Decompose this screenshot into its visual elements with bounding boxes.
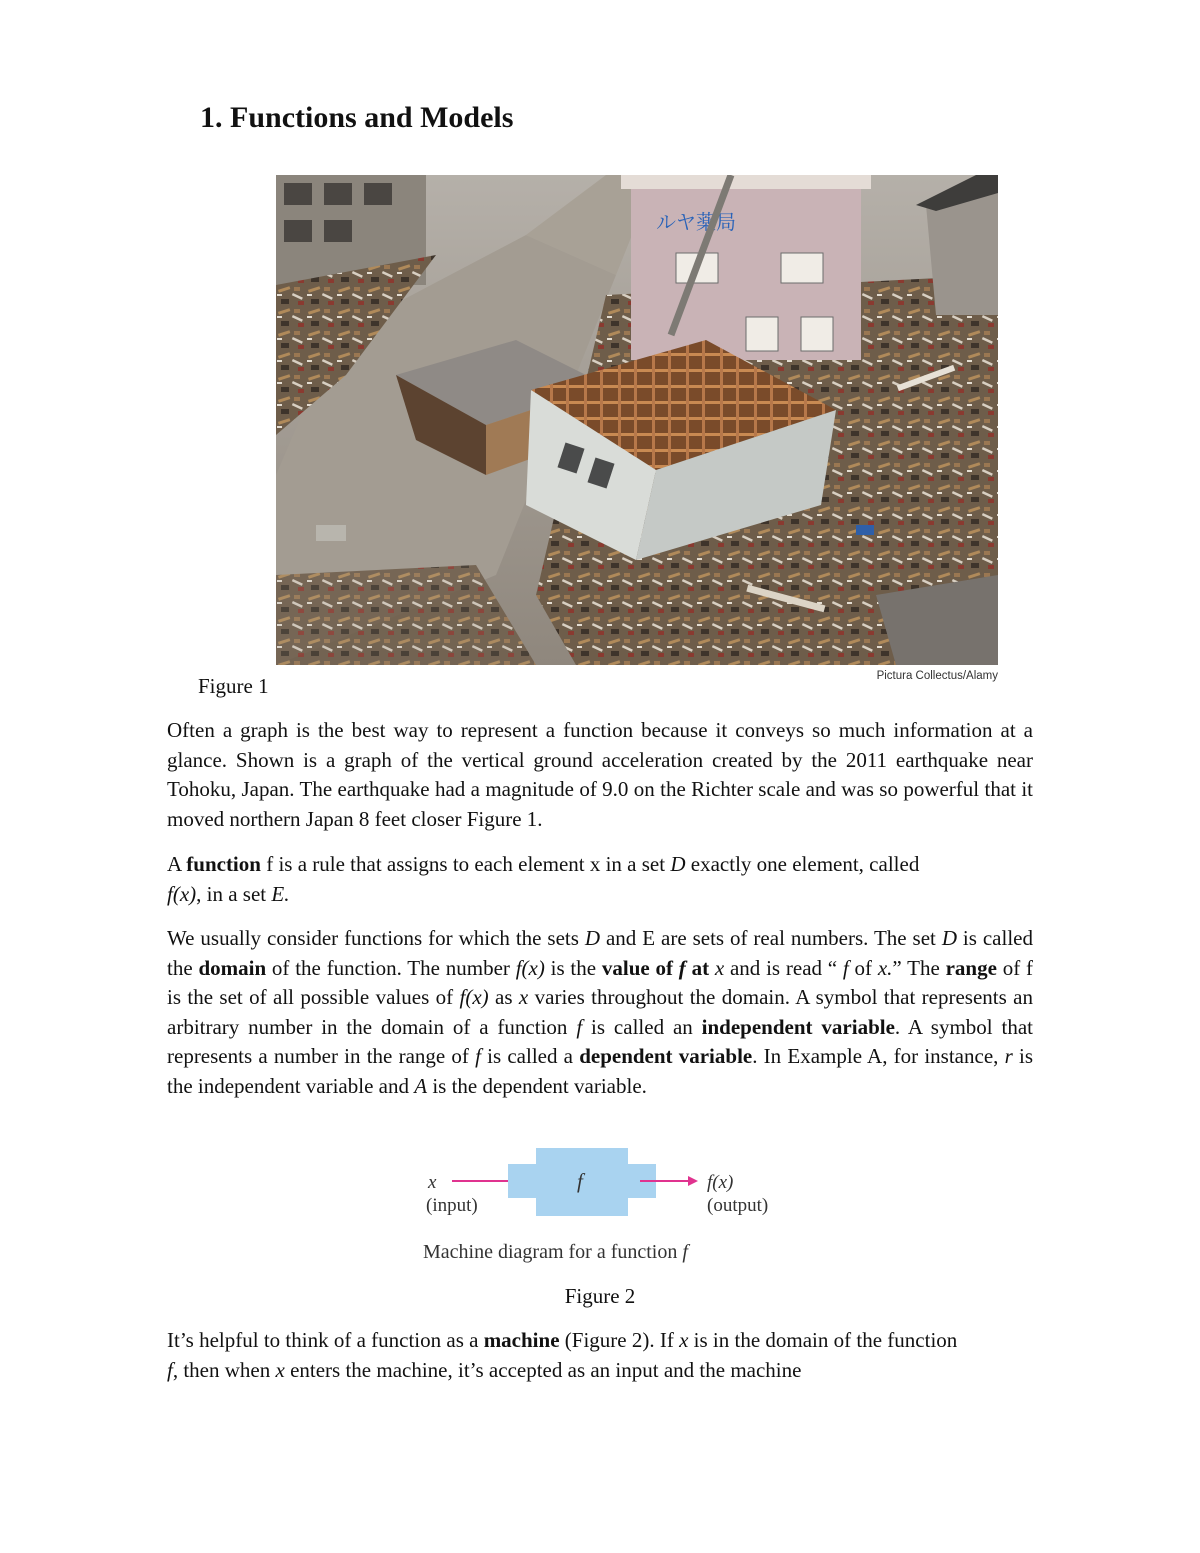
text-run: . A symbol that represents a number in the range of: [167, 1014, 1034, 1068]
earthquake-photo: [276, 175, 998, 665]
text-run: is the dependent variable.: [427, 1073, 647, 1098]
term-independent-variable: independent variable: [701, 1014, 895, 1039]
var-x: x: [679, 1328, 689, 1352]
text-run: of the function. The number: [266, 955, 516, 980]
text-run: , then when: [172, 1357, 276, 1382]
output-label: (output): [707, 1195, 769, 1216]
text-run: and E are sets of real numbers. The set: [600, 926, 942, 950]
var-f: f: [475, 1044, 481, 1068]
var-x: x: [275, 1357, 285, 1382]
machine-function-label: f: [577, 1169, 583, 1193]
var-fx: f(x): [515, 955, 545, 980]
var-x: x: [518, 985, 529, 1009]
input-label: (input): [426, 1195, 478, 1216]
figure-2-caption: Figure 2: [564, 1284, 636, 1308]
figure-1-caption: Figure 1: [198, 674, 269, 698]
text-run: enters the machine, it’s accepted as an input and the machine: [284, 1357, 802, 1382]
text-run: f is a rule that assigns to each element x in a set: [260, 852, 671, 876]
text-run: varies throughout the domain. A symbol that represents an arbitrary number in the domain of a function: [167, 985, 1034, 1039]
text-run: and is read “: [724, 955, 843, 980]
machine-diagram: [420, 1140, 800, 1268]
var-f: f: [842, 955, 849, 980]
text-run: A: [167, 852, 187, 876]
term-value-of: value of: [601, 955, 679, 980]
text-run: We usually consider functions for which the sets: [167, 926, 585, 950]
var-E: E.: [271, 881, 290, 906]
text-run: as: [488, 985, 519, 1009]
photo-credit: Pictura Collectus/Alamy: [876, 670, 998, 682]
var-fx: f(x): [459, 985, 489, 1009]
text-run: , in a set: [196, 881, 272, 906]
text-run: is the independent variable and: [167, 1044, 1033, 1098]
var-x: x.: [877, 955, 893, 980]
term-function: function: [186, 852, 261, 876]
text-run: is the: [544, 955, 602, 980]
paragraph-function-definition: [167, 850, 1033, 909]
var-fx: f(x): [167, 881, 197, 906]
text-run: . In Example A, for instance,: [752, 1044, 1005, 1068]
text-run: is called an: [582, 1014, 702, 1039]
var-D: D: [941, 926, 957, 950]
paragraph-machine: [167, 1326, 1033, 1385]
text-run: is in the domain of the function: [688, 1328, 958, 1352]
text-run: (Figure 2). If: [559, 1328, 680, 1352]
text-run: of: [848, 955, 878, 980]
text-run: of f is the set of all possible values of: [167, 955, 1033, 1009]
paragraph-graph-intro: Often a graph is the best way to represent a function because it conveys so much information at a glance. Shown is a graph of the vertical ground acceleration created by the 2011 earthquake near Tohoku, Japan. The earthquake had a magnitude of 9.0 on the Richter scale and was so powerful that it moved northern Japan 8 feet closer Figure 1.: [167, 718, 1033, 831]
caption-variable: f: [682, 1241, 688, 1263]
term-at: at: [685, 955, 715, 980]
machine-diagram-caption: [423, 1241, 690, 1263]
output-arrowhead: [688, 1176, 698, 1186]
var-A: A: [414, 1073, 428, 1098]
term-dependent-variable: dependent variable: [579, 1044, 753, 1068]
text-run: is called a: [480, 1044, 580, 1068]
input-variable: x: [428, 1172, 437, 1193]
var-D: D: [584, 926, 601, 950]
output-variable: f(x): [707, 1172, 734, 1193]
term-machine: machine: [483, 1328, 560, 1352]
text-run: exactly one element, called: [685, 852, 920, 876]
caption-text: Machine diagram for a function: [423, 1241, 683, 1263]
text-run: It’s helpful to think of a function as a: [167, 1328, 484, 1352]
section-heading: 1. Functions and Models: [200, 101, 514, 134]
paragraph-domain-range: [167, 924, 1033, 1101]
var-f: f: [167, 1357, 173, 1382]
term-domain: domain: [198, 955, 267, 980]
var-f: f: [576, 1014, 583, 1039]
term-range: range: [945, 955, 997, 980]
text-run: ” The: [892, 955, 946, 980]
var-D: D: [670, 852, 686, 876]
var-f: f: [678, 955, 686, 980]
text-run: is called the: [167, 926, 1033, 980]
building-sign: ルヤ薬局: [656, 210, 736, 234]
var-x: x: [714, 955, 725, 980]
var-r: r: [1004, 1044, 1013, 1068]
